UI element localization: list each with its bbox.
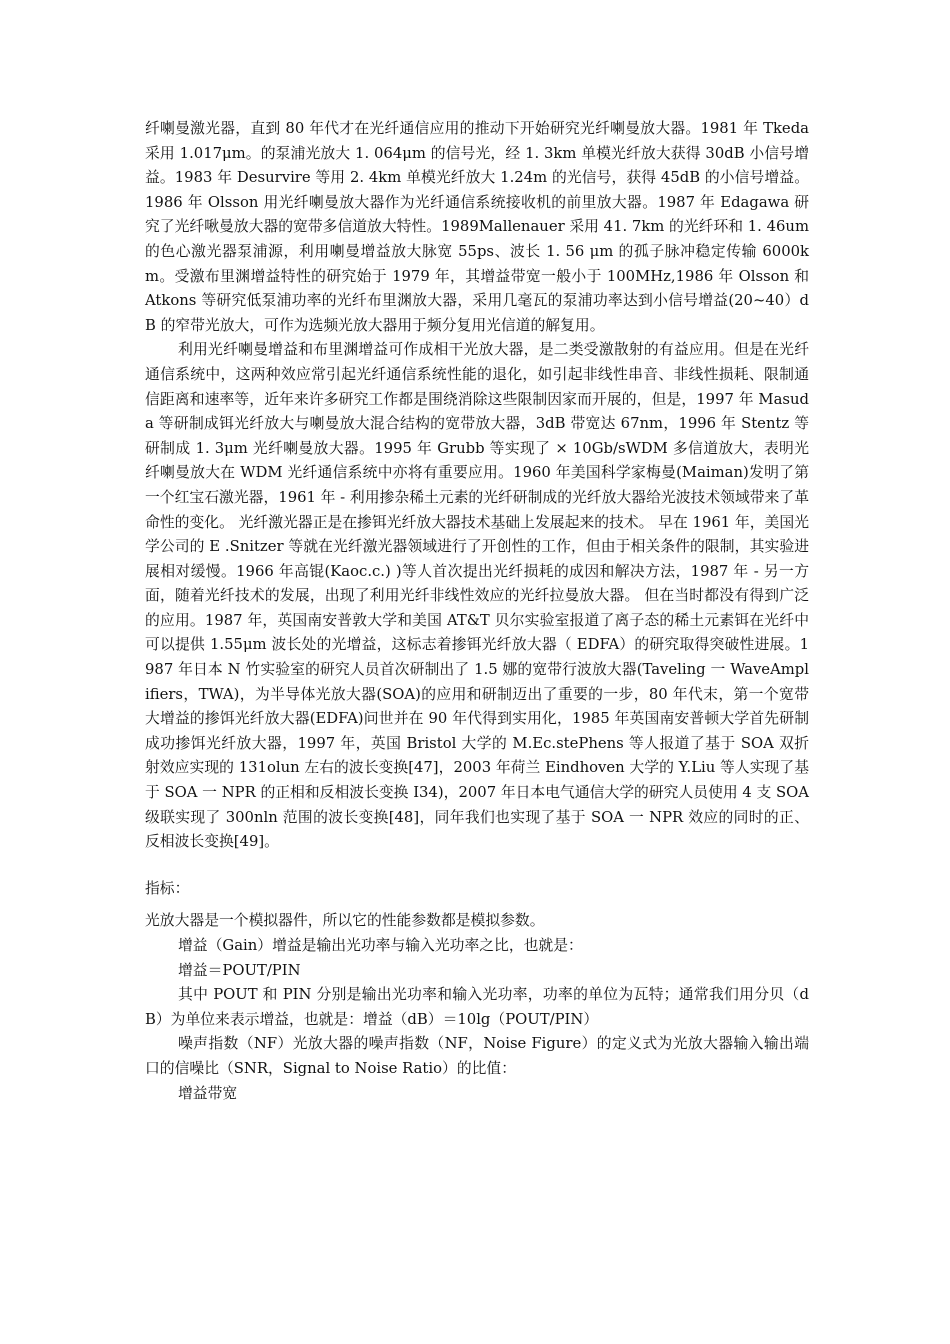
gain-formula: 增益＝POUT/PIN	[178, 961, 301, 979]
document-body	[145, 117, 809, 1106]
paragraph-gain-db: 其中 POUT 和 PIN 分别是输出光功率和输入光功率，功率的单位为瓦特；通常我们用分贝（dB）为单位来表示增益，也就是：增益（dB）＝10lg（POUT/PIN）	[145, 986, 809, 1028]
paragraph-amplifier-history: 利用光纤喇曼增益和布里渊增益可作成相干光放大器，是二类受激散射的有益应用。但是在光纤通信系统中，这两种效应常引起光纤通信系统性能的退化，如引起非线性串音、非线性损耗、限制通信距离和速率等，近年来许多研究工作都是围绕消除这些限制因家而开展的，但是，1997 年 Masuda 等研制成铒光纤放大与喇曼放大混合结构的宽带放大器，3dB 带宽达 67nm，1996 年 Stentz 等研制成 1. 3μm 光纤喇曼放大器。1995 年 Grubb 等实现了 × 10Gb/sWDM 多信道放大，表明光纤喇曼放大在 WDM 光纤通信系统中亦将有重要应用。1960 年美国科学家梅曼(Maiman)发明了第一个红宝石激光器，1961 年 - 利用掺杂稀土元素的光纤研制成的光纤放大器给光波技术领域带来了革命性的变化。 光纤激光器正是在掺铒光纤放大器技术基础上发展起来的技术。 早在 1961 年，美国光学公司的 E .Snitzer 等就在光纤激光器领域进行了开创性的工作，但由于相关条件的限制，其实验进展相对缓慢。1966 年高锟(Kaoc.c.) )等人首次提出光纤损耗的成因和解决方法，1987 年 - 另一方面，随着光纤技术的发展，出现了利用光纤非线性效应的光纤拉曼放大器。 但在当时都没有得到广泛的应用。1987 年，英国南安普敦大学和美国 AT&T 贝尔实验室报道了离子态的稀土元素铒在光纤中可以提供 1.55μm 波长处的光增益，这标志着掺铒光纤放大器（ EDFA）的研究取得突破性进展。1987 年日本 N 竹实验室的研究人员首次研制出了 1.5 娜的宽带行波放大器(Taveling 一 WaveAmplifiers，TWA)，为半导体光放大器(SOA)的应用和研制迈出了重要的一步，80 年代末，第一个宽带大增益的掺饵光纤放大器(EDFA)问世并在 90 年代得到实用化，1985 年英国南安普顿大学首先研制成功掺饵光纤放大器，1997 年，英国 Bristol 大学的 M.Ec.stePhens 等人报道了基于 SOA 双折射效应实现的 131olun 左右的波长变换[47]，2003 年荷兰 Eindhoven 大学的 Y.Liu 等人实现了基于 SOA 一 NPR 的正相和反相波长变换 I34)，2007 年日本电气通信大学的研究人员使用 4 支 SOA 级联实现了 300nln 范围的波长变换[48]，同年我们也实现了基于 SOA 一 NPR 效应的同时的正、反相波长变换[49]。	[145, 341, 809, 851]
paragraph-noise-figure: 噪声指数（NF）光放大器的噪声指数（NF，Noise Figure）的定义式为光放大器输入输出端口的信噪比（SNR，Signal to Noise Ratio）的比值：	[145, 1035, 809, 1077]
paragraph-analog-parameters: 光放大器是一个模拟器件，所以它的性能参数都是模拟参数。	[145, 912, 545, 930]
paragraph-raman-history: 纤喇曼激光器，直到 80 年代才在光纤通信应用的推动下开始研究光纤喇曼放大器。1981 年 Tkeda 采用 1.017μm。的泵浦光放大 1. 064μm 的信号光，经 1. 3km 单模光纤放大获得 30dB 小信号增益。1983 年 Desurvire 等用 2. 4km 单模光纤放大 1.24m 的光信号，获得 45dB 的小信号增益。1986 年 Olsson 用光纤喇曼放大器作为光纤通信系统接收机的前里放大器。1987 年 Edagawa 研究了光纤啾曼放大器的宽带多信道放大特性。1989Mallenauer 采用 41. 7km 的光纤环和 1. 46um 的色心激光器泵浦源，利用喇曼增益放大脉宽 55ps、波长 1. 56 μm 的孤子脉冲稳定传输 6000km。受激布里渊增益特性的研究始于 1979 年，其增益带宽一般小于 100MHz,1986 年 Olsson 和 Atkons 等研究低泵浦功率的光纤布里渊放大器，采用几毫瓦的泵浦功率达到小信号增益(20~40）dB 的窄带光放大，可作为选频光放大器用于频分复用光信道的解复用。	[145, 120, 809, 334]
gain-bandwidth-heading: 增益带宽	[178, 1084, 238, 1102]
metrics-heading: 指标：	[145, 879, 190, 897]
paragraph-gain-definition: 增益（Gain）增益是输出光功率与输入光功率之比，也就是：	[178, 937, 583, 954]
